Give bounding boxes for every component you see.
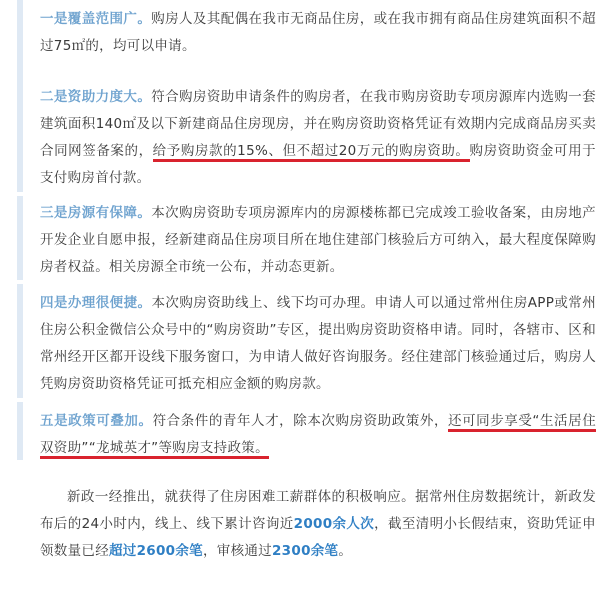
summary-highlight-applications: 超过2600余笔 [109, 543, 203, 559]
paragraph-lead: 四是办理很便捷。 [40, 295, 152, 311]
summary-text: ，审核通过 [202, 543, 272, 559]
underlined-policy-text: 还可同步享受“生活居住双资助”“龙城英才”等购房支持政策。 [40, 413, 596, 459]
quote-bar-5 [17, 402, 23, 460]
paragraph-lead: 二是资助力度大。 [40, 89, 152, 105]
paragraph-lead: 三是房源有保障。 [40, 205, 152, 221]
summary-text: 。 [338, 543, 353, 559]
quote-bar-3 [17, 196, 23, 280]
paragraph-coverage [40, 6, 596, 60]
paragraph-subsidy [40, 84, 596, 192]
quote-bar-2 [17, 78, 23, 192]
summary-text: 新政一经推出，就获得了住房困难工薪群体的积极响应。据常州住房数据统计，新政发布后的24小时内，线上、线下累计咨询近 [40, 489, 596, 532]
paragraph-lead: 一是覆盖范围广。 [40, 11, 152, 27]
underlined-subsidy-text: 给予购房款的15%、但不超过20万元的购房资助。 [153, 143, 470, 162]
paragraph-stacking [40, 408, 596, 462]
paragraph-text: 购房人及其配偶在我市无商品住房，或在我市拥有商品住房建筑面积不超过75㎡的，均可以申请。 [40, 11, 596, 54]
paragraph-text: 符合条件的青年人才，除本次购房资助政策外， [152, 413, 449, 429]
paragraph-text: 符合购房资助申请条件的购房者，在我市购房资助专项房源库内选购一套建筑面积140㎡及以下新建商品住房现房，并在购房资助资格凭证有效期内完成商品房买卖合同网签备案的， [40, 89, 596, 159]
paragraph-text: 本次购房资助专项房源库内的房源楼栋都已完成竣工验收备案，由房地产开发企业自愿申报，经新建商品住房项目所在地住建部门核验后方可纳入，最大程度保障购房者权益。相关房源全市统一公布，并动态更新。 [40, 205, 596, 275]
summary-text: ，截至清明小长假结束，资助凭证申领数量已经 [40, 516, 596, 559]
paragraph-text: 本次购房资助线上、线下均可办理。申请人可以通过常州住房APP或常州住房公积金微信公众号中的“购房资助”专区，提出购房资助资格申请。同时，各辖市、区和常州经开区都开设线下服务窗口，为申请人做好咨询服务。经住建部门核验通过后，购房人凭购房资助资格凭证可抵充相应金额的购房款。 [40, 295, 596, 392]
paragraph-convenience [40, 290, 596, 398]
quote-bar-4 [17, 284, 23, 398]
summary-highlight-consults: 2000余人次 [293, 516, 375, 532]
paragraph-lead: 五是政策可叠加。 [40, 413, 153, 429]
paragraph-housing [40, 200, 596, 281]
summary-highlight-approved: 2300余笔 [271, 543, 339, 559]
paragraph-text: 购房资助资金可用于支付购房首付款。 [40, 143, 596, 186]
paragraph-summary [40, 484, 596, 565]
